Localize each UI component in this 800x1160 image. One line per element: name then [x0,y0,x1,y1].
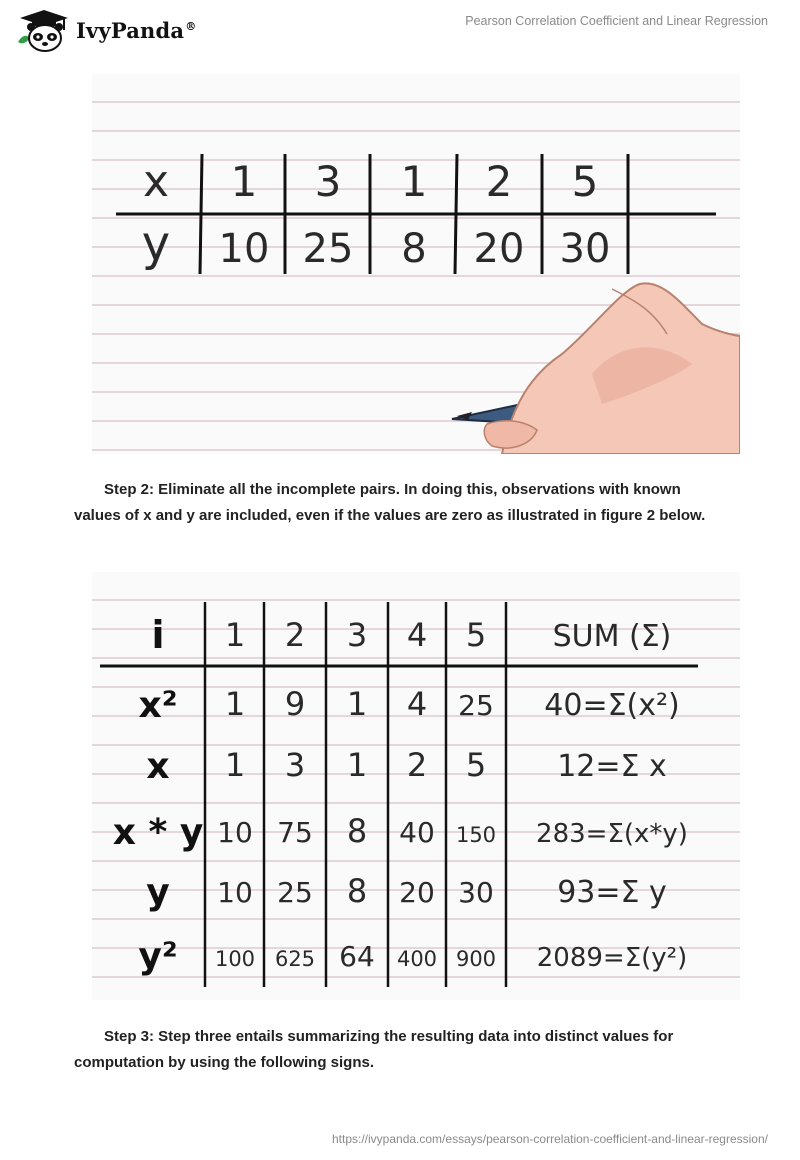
sums-table-drawing [92,572,740,1000]
sum-cell: 40=Σ(x²) [544,688,680,723]
table-cell: 5 [465,616,487,654]
table-cell: 100 [214,947,256,971]
table-cell: 4 [406,616,428,654]
table-cell: 10 [217,816,253,849]
table-cell: 1 [224,746,246,784]
table-cell: 9 [284,685,306,723]
sum-cell: SUM (Σ) [552,619,672,654]
table-cell: 1 [224,616,246,654]
sum-cell: 2089=Σ(y²) [536,943,688,973]
y-value-cell: 10 [218,226,270,272]
table-cell: 8 [346,812,368,850]
step-3-paragraph [74,1024,724,1076]
x-value-cell: 5 [571,157,599,206]
row-label: x * y [112,812,204,853]
table-cell: 30 [458,876,494,909]
row-label: x [146,746,170,787]
table-cell: 1 [224,685,246,723]
panda-graduate-icon [14,8,70,52]
sums-table-cells [113,613,688,977]
row-label: i [151,613,165,657]
table-cell: 8 [346,872,368,910]
table-cell: 3 [346,616,368,654]
y-value-cell: 25 [302,226,354,272]
table-cell: 400 [396,947,438,971]
x-value-cell: 1 [230,157,258,206]
sum-cell: 12=Σ x [557,749,667,784]
page-header [0,0,800,60]
document-title: Pearson Correlation Coefficient and Linear Regression [465,14,768,28]
table-cell: 75 [277,816,313,849]
table-cell: 900 [455,947,497,971]
source-url[interactable]: https://ivypanda.com/essays/pearson-correlation-coefficient-and-linear-regression/ [332,1132,768,1146]
table-cell: 5 [465,746,487,784]
row-label: x² [138,685,178,726]
table-cell: 10 [217,876,253,909]
y-values-row [219,226,611,272]
table-cell: 2 [284,616,306,654]
y-value-cell: 8 [401,226,427,272]
logo-text: IvyPanda [76,17,185,43]
x-value-cell: 1 [400,157,428,206]
table-cell: 25 [277,876,313,909]
step-2-paragraph [74,477,724,529]
table-cell: 64 [339,940,375,973]
sum-cell: 283=Σ(x*y) [536,819,688,849]
table-cell: 1 [346,746,368,784]
table-cell: 20 [399,876,435,909]
table-cell: 40 [399,816,435,849]
table-cell: 625 [274,947,316,971]
table-cell: 4 [406,685,428,723]
row-label-x: x [142,156,170,207]
table-cell: 150 [455,823,497,847]
xy-table-drawing [92,74,740,454]
logo-wordmark [76,18,196,43]
hand-with-pencil-illustration [452,283,740,454]
sum-cell: 93=Σ y [557,875,667,910]
y-value-cell: 30 [559,226,611,272]
table-cell: 3 [284,746,306,784]
row-label: y [146,872,170,913]
table-cell: 1 [346,685,368,723]
ivypanda-logo[interactable] [14,8,196,52]
registered-mark: ® [185,19,197,33]
row-label-y: y [141,216,171,272]
figure-xy-table [92,74,740,454]
step-2-text: Step 2: Eliminate all the incomplete pairs. In doing this, observations with known values of x and y are included, even if the values are zero as illustrated in figure 2 below. [74,481,706,524]
y-value-cell: 20 [473,226,525,272]
row-label: y² [138,936,178,977]
table-cell: 25 [458,689,494,722]
x-value-cell: 3 [314,157,342,206]
figure-sums-table [92,572,740,1000]
table-cell: 2 [406,746,428,784]
step-3-text: Step 3: Step three entails summarizing the resulting data into distinct values for computation by using the following signs. [74,1028,674,1071]
x-value-cell: 2 [485,157,513,206]
